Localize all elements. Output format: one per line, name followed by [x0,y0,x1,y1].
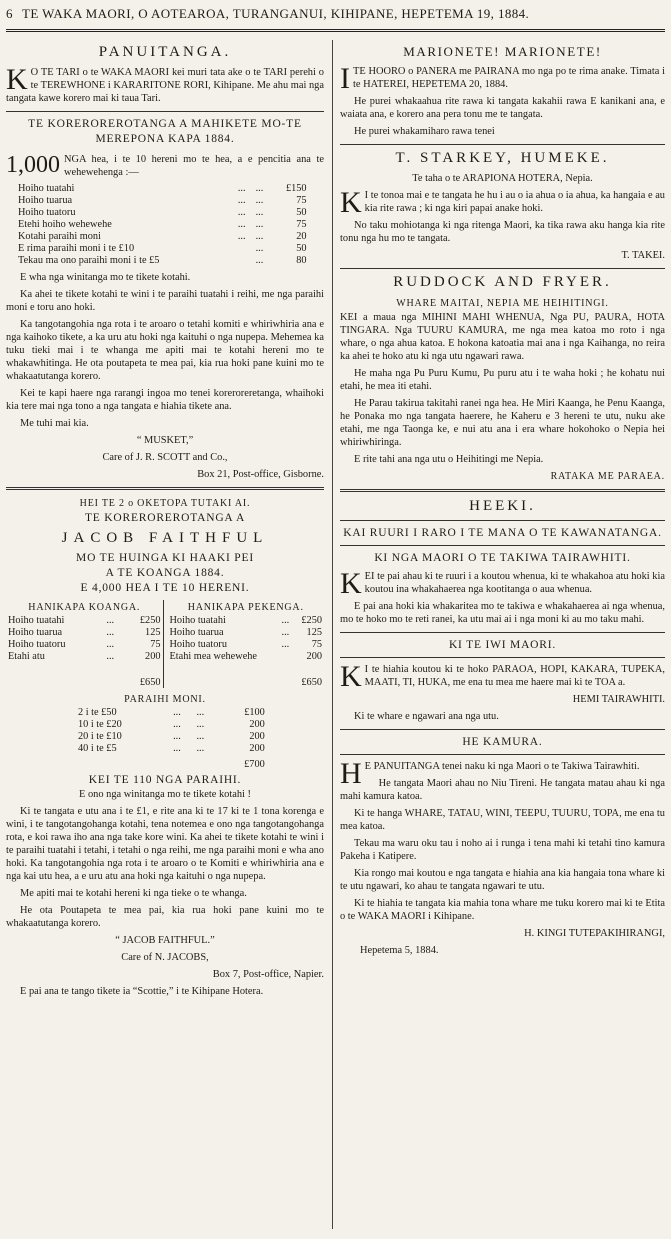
ruddock-fryer-sub: WHARE MAITAI, NEPIA ME HEIHITINGI. [396,298,609,309]
kamura-p2: He tangata Maori ahau no Niu Tireni. He tangata matau ahau ki nga mahi kamura katoa. [340,778,665,802]
iwi-signature: HEMI TAIRAWHITI. [572,694,665,705]
drop-cap: K [6,63,28,96]
table-row: 20 i te £10 ... ... 200 [78,731,265,742]
musket-address-1: Care of J. R. SCOTT and Co., [102,452,228,463]
iwi-p1: I te hiahia koutou ki te hoko PARAOA, HOPI, KAKARA, TUPEKA, MAATI, TI, HUKA, me ena tu mea me haere mai ki te TOA a. [364,664,665,688]
mahikete-p4: Kei te kapi haere nga rarangi ingoa mo tenei koreroreretanga, whaihoki kia tere mai nga tono a nga tangata e hiahia tikete ana. [6,388,324,412]
table-cell: 200 [249,743,265,754]
jacob-faithful-ad [6,496,324,998]
rf-p1: KEI a maua nga MIHINI MAHI WHENUA, Nga PU, PAURA, HOTA TINGARA. Nga TUURU KAMURA, me nga mea katoa mo roto i nga whare, o nga ahua katoa. E hokona katoatia mai ana i nga Kaihanga, no reira ka ahei te hoko atu ki nga utu ngawari rawa. [340,312,665,362]
ruddock-fryer-ad [340,274,665,483]
kamura-p3: Ki te hanga WHARE, TATAU, WINI, TEEPU, TUURU, TOPA, me ena tu mea katoa. [340,808,665,832]
table-cell: 75 [296,219,307,230]
heeki-title: HEEKI. [469,498,536,514]
moni-total: £700 [244,759,265,770]
table-row: E rima paraihi moni i te £10 ... 50 [18,243,307,254]
table-row: Hoiho tuatoru ... 75 [8,639,161,650]
table-cell: £150 [285,183,307,194]
table-cell: 20 i te £10 [78,731,122,742]
table-row: 10 i te £20 ... ... 200 [78,719,265,730]
koanga-title: HANIKAPA KOANGA. [28,602,141,613]
table-row: Etehi hoiho wehewehe ... ... 75 [18,219,307,230]
hanikapa-tables [6,600,324,688]
table-row: Etahi atu ... 200 [8,651,161,662]
table-row: Hoiho tuatahi ... ... £150 [18,183,307,194]
table-cell: Hoiho tuatahi [18,183,75,194]
kamura-p5: Kia rongo mai koutou e nga tangata e hiahia ana kia hangaia tona whare ki te utu ngawari, ko ahau te tangata ngawari te utu. [340,868,665,892]
heeki-p2: E pai ana hoki kia whakaritea mo te takiwa e whakahaerea ai nga whenua, mo te hoko mo te reti ranei, ka utu mai ai i nga moni ki au mo taku mahi. [340,601,665,625]
starkey-ad [340,150,665,262]
jf-date: HEI TE 2 o OKETOPA TUTAKI AI. [79,498,251,509]
rf-p4: E rite tahi ana nga utu o Heihitingi me Nepia. [354,454,544,465]
table-cell: 75 [150,639,161,650]
table-cell: Hoiho tuarua [18,195,73,206]
table-cell: Hoiho tuarua [169,627,224,638]
panuitanga-text: O TE TARI o te WAKA MAORI kei muri tata ake o te TARI perehi o te TEREWHONE i KARARITONE RORI, Kihipane. Me ahu mai nga tangata kawe korero mai ki taua Tari. [6,67,324,104]
table-cell: Hoiho tuatahi [8,615,65,626]
table-row: Hoiho tuatoru ... 75 [169,639,322,650]
kamura-title: HE KAMURA. [462,736,543,748]
big-number: 1,000 [6,152,60,178]
table-row: Hoiho tuatahi ... £250 [8,615,161,626]
marionete-p1: TE HOORO o PANERA me PAIRANA mo nga po te rima anake. Timata i te HATEREI, HEPETEMA 20, 1884. [353,66,665,90]
jf-address-1: Care of N. JACOBS, [121,952,209,963]
koanga-table [6,615,163,663]
right-column [340,40,665,1239]
mahikete-p1: E wha nga winitanga mo te tikete kotahi. [20,272,191,283]
heeki-sub-1: KAI RUURI I RARO I TE MANA O TE KAWANATANGA. [343,527,662,539]
table-row: Hoiho tuarua ... 125 [169,627,322,638]
table-cell: 50 [296,243,307,254]
table-cell: Hoiho tuarua [8,627,63,638]
table-row: 40 i te £5 ... ... 200 [78,743,265,754]
table-row: Hoiho tuarua ... ... 75 [18,195,307,206]
panuitanga-ad [6,44,324,105]
table-cell: Etehi hoiho wehewehe [18,219,112,230]
marionete-title: MARIONETE! MARIONETE! [403,44,602,59]
kamura-p1: E PANUITANGA tenei naku ki nga Maori o te Takiwa Tairawhiti. [364,761,640,772]
table-cell: Hoiho tuatoru [169,639,227,650]
ruddock-fryer-title: RUDDOCK AND FRYER. [393,274,612,290]
iwi-maori-ad [340,638,665,723]
jf-p3: Me apiti mai te kotahi hereni ki nga tieke o te whanga. [20,888,247,899]
panuitanga-title: PANUITANGA. [98,44,232,60]
table-row: Hoiho tuarua ... 125 [8,627,161,638]
jf-name: JACOB FAITHFUL [61,530,269,546]
perenga-title: HANIKAPA PEKENGA. [187,602,304,613]
drop-cap: K [340,186,362,219]
moni-title: PARAIHI MONI. [124,694,206,705]
mahikete-intro: NGA hea, i te 10 hereni mo te hea, a e pencitia ana te wehewehenga :— [64,154,324,178]
starkey-signature: T. TAKEI. [621,250,665,261]
table-cell: 20 [296,231,307,242]
mahikete-p5: Me tuhi mai kia. [20,418,89,429]
table-cell: 125 [306,627,322,638]
jf-signature: “ JACOB FAITHFUL.” [115,935,215,946]
jf-sub-2: A TE KOANGA 1884. [105,567,225,579]
kamura-signature: H. KINGI TUTEPAKIHIRANGI, [524,928,665,939]
left-column [6,40,324,1239]
jf-p5: E pai ana te tango tikete ia “Scottie,” i te Kihipane Hotera. [20,986,264,997]
masthead-rule [6,29,665,32]
starkey-title: T. STARKEY, HUMEKE. [395,150,610,166]
drop-cap: H [340,757,362,790]
table-cell: Hoiho tuatoru [8,639,66,650]
table-cell: Hoiho tuatahi [169,615,226,626]
masthead [6,6,665,26]
table-row: 2 i te £50 ... ... £100 [78,707,265,718]
jf-p2: Ki te tangata e utu ana i te £1, e rite ana ki te 17 ki te 1 tona korenga e wini, i te tangotangohanga kotahi, tena notemea e ono nga tangotangohanga rota, e koi rawa iho ana nga take kore wini. Ka ahei te tikete kotahi te wini i te paraihi tuatahi i tetahi, i tetahi o nga reihi, me nga paraihi moni e wha ano hoki. Ka tangotangohia nga rota i te aroaro o te Komiti e whiriwhiria ana e nga kai utu hea, a e uru atu ana hoki nga kaituhi o nga nupepa. [6,806,324,882]
musket-address-2: Box 21, Post-office, Gisborne. [197,469,324,480]
jf-sub-1: MO TE HUINGA KI HAAKI PEI [76,552,254,564]
koanga-total: £650 [139,677,161,688]
masthead-title: TE WAKA MAORI, O AOTEAROA, TURANGANUI, KIHIPANE, HEPETEMA 19, 1884. [22,6,530,21]
column-divider [332,40,333,1229]
marionete-p2: He purei whakaahua rite rawa ki tangata kakahii rawa E kanikani ana, e waiata ana, e korero ana pera tonu me te tangata. [340,96,665,120]
table-cell: 200 [249,719,265,730]
drop-cap: I [340,62,350,95]
page-number: 6 [6,6,13,21]
table-row: Hoiho tuatoru ... ... 50 [18,207,307,218]
kamura-p6: Ki te hiahia te tangata kia mahia tona whare me tuku korero mai ki te Etita o te WAKA MAORI i Kihipane. [340,898,665,922]
drop-cap: K [340,567,362,600]
moni-table [76,707,267,755]
kamura-p4: Tekau ma waru oku tau i noho ai i runga i tena mahi ki tetahi tino kamura Pakeha i Katipere. [340,838,665,862]
drop-cap: K [340,660,362,693]
table-cell: £250 [139,615,161,626]
table-row [168,651,325,663]
jf-address-2: Box 7, Post-office, Napier. [212,969,324,980]
starkey-p2: I te tonoa mai e te tangata he hu i au o ia ahua o ia ahua, ka hangaia e au kia rite rawa ; ki nga kiri papai anake hoki. [364,190,666,214]
table-cell: Kotahi paraihi moni [18,231,101,242]
mahikete-p3: Ka tangotangohia nga rota i te aroaro o tetahi komiti e whiriwhiria ana e nga kaihoko tikete, a ka uru atu hoki nga kaituhi o nga nupepa. Mehemea ka tuku tieki mai i te whanga me apiti mai te kotahi hereni mo te whakawhitinga. He ota poutapeta te mea pai, kia rua hoki pane kuini mo te whakaatutanga korero. [6,319,324,382]
table-cell: 40 i te £5 [78,743,117,754]
table-cell: 200 [249,731,265,742]
table-cell: Etahi atu [8,651,45,662]
table-row: Kotahi paraihi moni ... ... 20 [18,231,307,242]
table-cell: 2 i te £50 [78,707,117,718]
table-cell: Hoiho tuatoru [18,207,76,218]
kamura-date: Hepetema 5, 1884. [360,945,439,956]
rf-signature: RATAKA ME PARAEA. [550,471,665,482]
jf-p4: He ota Poutapeta te mea pai, kia rua hoki pane kuini mo te whakaatutanga korero. [6,905,324,929]
table-cell: £250 [301,615,322,626]
table-cell: 80 [296,255,307,266]
mahikete-ad [6,117,324,481]
table-row: Tekau ma ono paraihi moni i te £5 ... 80 [18,255,307,266]
marionete-p3: He purei whakamiharo rawa tenei [354,126,495,137]
table-cell: 75 [311,639,322,650]
musket-signature: “ MUSKET,” [136,435,194,446]
perenga-table [168,615,325,663]
prize-table [16,183,309,267]
table-cell: 50 [296,207,307,218]
jf-title: TE KOREROREROTANGA A [84,512,246,524]
jf-p1: E ono nga winitanga mo te tikete kotahi ! [79,789,251,800]
iwi-p2: Ki te whare e ngawari ana nga utu. [354,711,499,722]
heeki-sub-2: KI NGA MAORI O TE TAKIWA TAIRAWHITI. [374,552,631,564]
rf-p3: He Parau takirua takitahi ranei nga hea. He Miri Kaanga, he Penu Kaanga, he Ponaka mo nga tangata haerere, he Kaheru e 3 hereni te utu, nuku ake etahi, me nga Taonga ke, e nui atu ana i era whare hokohoko o Nepia hei whiriwhiringa. [340,398,665,448]
marionete-ad [340,44,665,138]
kamura-ad [340,735,665,957]
table-cell: 200 [145,651,161,662]
heeki-ad [340,498,665,626]
table-cell: Etahi mea wehewehe [169,651,257,662]
table-cell: 10 i te £20 [78,719,122,730]
table-cell: 200 [306,651,322,662]
rf-p2: He maha nga Pu Puru Kumu, Pu puru atu i te waha hoki ; he kohatu nui etahi, he mea iti etahi. [340,368,665,392]
mahikete-title: TE KOREROREROTANGA A MAHIKETE MO-TE MEREPONA KAPA 1884. [28,118,302,145]
perenga-total: £650 [301,677,322,688]
table-cell: 125 [145,627,161,638]
mahikete-p2: Ka ahei te tikete kotahi te wini i te paraihi tuatahi i reihi, me nga paraihi moni e toru ano hoki. [6,289,324,313]
table-cell: £100 [244,707,265,718]
table-row: Hoiho tuatahi ... £250 [169,615,322,626]
heeki-p1: EI te pai ahau ki te ruuri i a koutou whenua, ki te whakahoa atu hoki kia koutou ina whakahaerea nga kootitanga o aua whenua. [364,571,665,595]
starkey-p1: Te taha o te ARAPIONA HOTERA, Nepia. [412,173,593,184]
table-cell: 75 [296,195,307,206]
jf-110: KEI TE 110 NGA PARAIHI. [88,774,242,786]
table-cell: E rima paraihi moni i te £10 [18,243,135,254]
iwi-title: KI TE IWI MAORI. [448,639,557,651]
table-cell: Tekau ma ono paraihi moni i te £5 [18,255,160,266]
starkey-p3: No taku mohiotanga ki nga ritenga Maori, ka tika rawa aku hanga kia rite tonu nga hu mo te tangata. [340,220,665,244]
jf-sub-3: E 4,000 HEA I TE 10 HERENI. [80,582,250,594]
